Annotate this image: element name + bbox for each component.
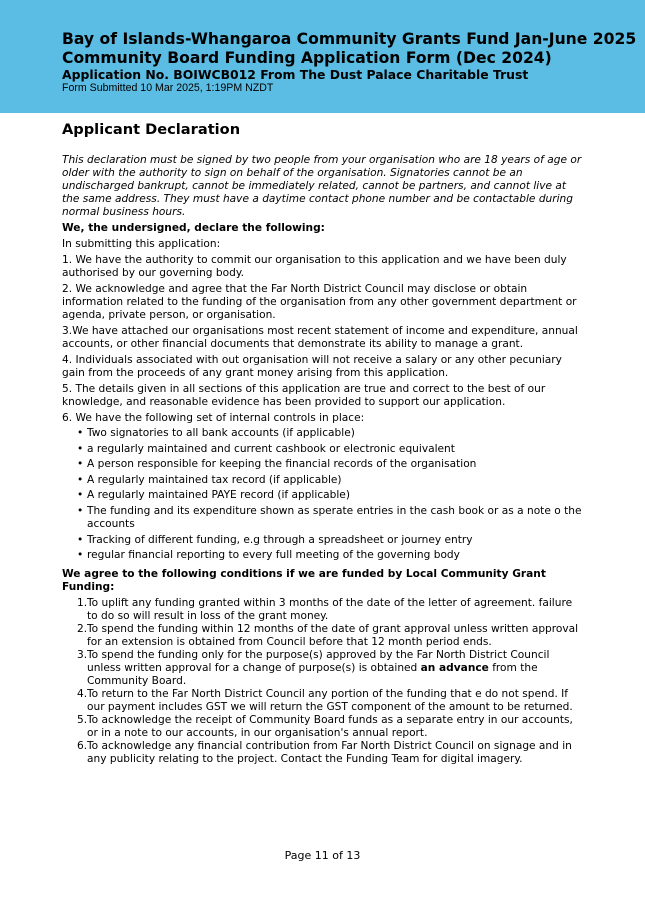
declaration-section [62, 120, 582, 766]
list-item: • A regularly maintained tax record (if applicable) [62, 474, 582, 487]
header-banner [0, 0, 645, 113]
section-heading: Applicant Declaration [62, 121, 241, 138]
form-title-line1: Bay of Islands-Whangaroa Community Grants Fund Jan-June 2025 [62, 30, 637, 48]
declaration-point: 1. We have the authority to commit our organisation to this application and we have been duly authorised by our governing body. [62, 254, 567, 279]
list-number: 5. [77, 714, 88, 727]
list-item: • A regularly maintained PAYE record (if applicable) [62, 489, 582, 502]
page-number: Page 11 of 13 [284, 849, 361, 862]
declaration-point: 3.We have attached our organisations most recent statement of income and expenditure, annual accounts, or other financial documents that demonstrate its ability to manage a grant. [62, 325, 578, 350]
condition-text: To uplift any funding granted within 3 months of the date of the letter of agreement. failure to do so will result in loss of the grant money. [87, 597, 573, 623]
condition-text: from the Community Board. [87, 662, 538, 688]
list-item: • Tracking of different funding, e.g through a spreadsheet or journey entry [62, 534, 582, 547]
list-item: • regular financial reporting to every full meeting of the governing body [62, 549, 582, 562]
list-item [62, 597, 582, 623]
list-item [62, 714, 582, 740]
declaration-point: 6. We have the following set of internal controls in place: [62, 412, 365, 424]
list-item: • The funding and its expenditure shown as sperate entries in the cash book or as a note o the accounts [62, 505, 582, 531]
conditions-list [62, 597, 582, 766]
declaration-point: 5. The details given in all sections of this application are true and correct to the best of our knowledge, and reasonable evidence has been provided to support our application. [62, 383, 546, 408]
list-number: 6. [77, 740, 88, 753]
list-item [62, 740, 582, 766]
list-item [62, 623, 582, 649]
condition-text: To acknowledge any financial contribution from Far North District Council on signage and in any publicity relating to the project. Contact the Funding Team for digital imagery. [87, 740, 572, 766]
internal-controls-list [62, 427, 582, 562]
declare-heading: We, the undersigned, declare the following: [62, 222, 325, 234]
condition-text: To return to the Far North District Council any portion of the funding that e do not spend. If our payment includes GST we will return the GST component of the amount to be returned. [87, 688, 573, 714]
declaration-point: 2. We acknowledge and agree that the Far North District Council may disclose or obtain information related to the funding of the organisation from any other government department or agenda, private person, or organisation. [62, 283, 577, 321]
form-title-line2: Community Board Funding Application Form (Dec 2024) [62, 49, 552, 67]
list-item: • A person responsible for keeping the financial records of the organisation [62, 458, 582, 471]
list-number: 3. [77, 649, 88, 662]
application-number: Application No. BOIWCB012 From The Dust Palace Charitable Trust [62, 67, 529, 82]
submission-timestamp: Form Submitted 10 Mar 2025, 1:19PM NZDT [62, 82, 274, 94]
list-item: • a regularly maintained and current cashbook or electronic equivalent [62, 443, 582, 456]
declaration-point: 4. Individuals associated with out organisation will not receive a salary or any other pecuniary gain from the proceeds of any grant money arising from this application. [62, 354, 562, 379]
submitting-text: In submitting this application: [62, 238, 221, 250]
list-item: • Two signatories to all bank accounts (if applicable) [62, 427, 582, 440]
condition-text: To acknowledge the receipt of Community Board funds as a separate entry in our accounts, or in a note to our accounts, in our organisation's annual report. [87, 714, 573, 740]
conditions-heading: We agree to the following conditions if we are funded by Local Community Grant Funding: [62, 568, 546, 594]
declaration-intro: This declaration must be signed by two people from your organisation who are 18 years of age or older with the authority to sign on behalf of the organisation. Signatories cannot be an undischarged bankrupt, cannot be immediately related, cannot be partners, and cannot live at the same address. They must have a daytime contact phone number and be contactable during normal business hours. [62, 154, 582, 218]
list-number: 4. [77, 688, 88, 701]
condition-text: To spend the funding within 12 months of the date of grant approval unless written approval for an extension is obtained from Council before that 12 month period ends. [87, 623, 579, 649]
list-item [62, 649, 582, 688]
condition-text: To spend the funding only for the purpose(s) approved by the Far North District Council unless written approval for a change of purpose(s) is obtained [87, 649, 550, 675]
list-number: 2. [77, 623, 88, 636]
condition-emphasis: an advance [420, 662, 489, 675]
list-number: 1. [77, 597, 88, 610]
list-item [62, 688, 582, 714]
